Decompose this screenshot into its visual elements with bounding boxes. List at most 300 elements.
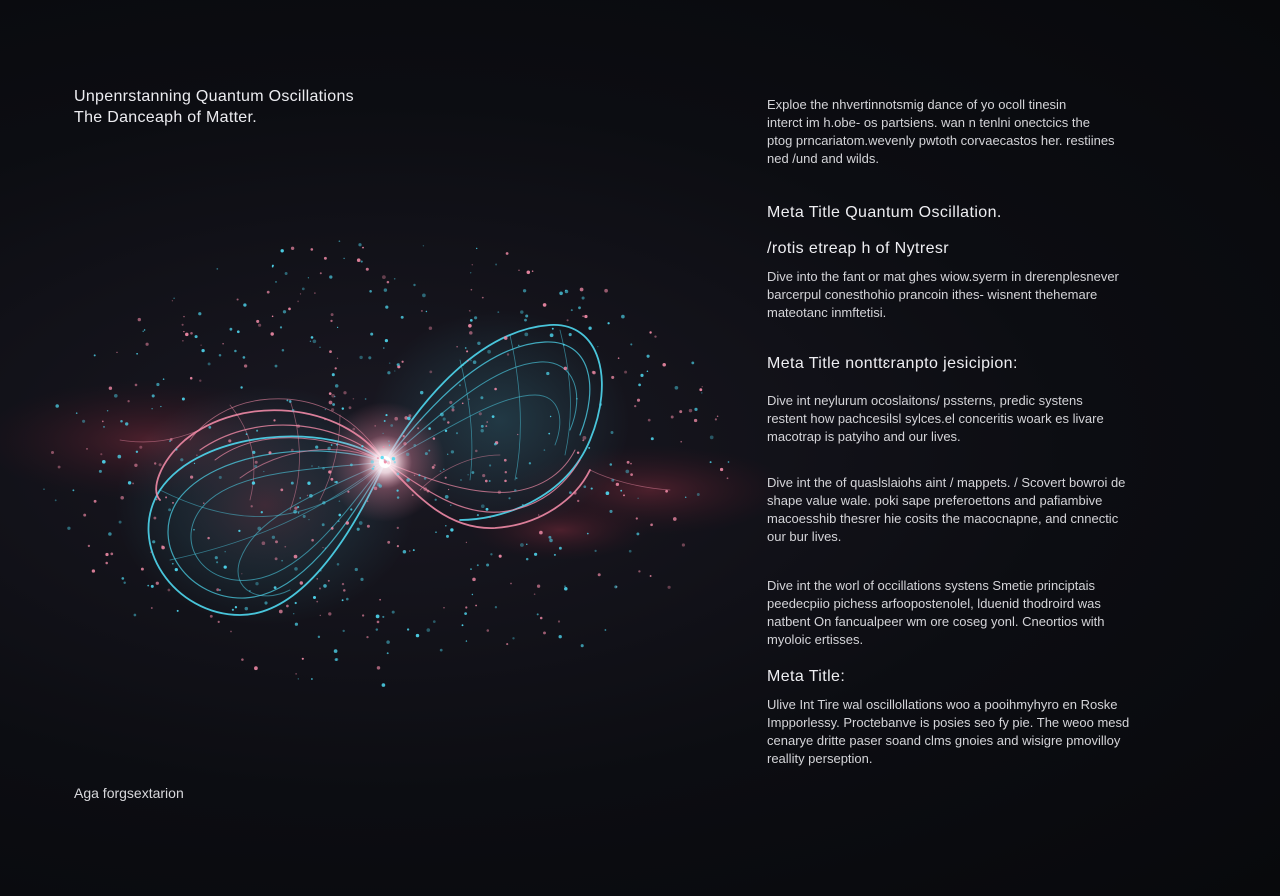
particle (532, 270, 534, 272)
particle (486, 508, 489, 511)
particle (329, 401, 333, 405)
particle (120, 496, 124, 500)
particle (252, 481, 255, 484)
particle (382, 683, 386, 687)
particle (198, 312, 201, 315)
particle (288, 308, 291, 311)
particle (182, 340, 184, 342)
particle (332, 373, 335, 376)
particle (580, 288, 584, 292)
particle (504, 336, 508, 340)
particle (582, 315, 584, 317)
particle (448, 489, 449, 490)
particle (634, 405, 636, 407)
particle (377, 666, 380, 669)
particle (275, 281, 277, 283)
particle (51, 451, 54, 454)
particle (616, 483, 619, 486)
particle (548, 536, 551, 539)
particle (637, 498, 638, 499)
particle (177, 610, 179, 612)
particle (382, 616, 384, 618)
particle (428, 450, 430, 452)
particle (105, 562, 108, 565)
particle (180, 458, 183, 461)
particle (694, 419, 697, 422)
particle (443, 607, 444, 608)
particle (389, 445, 390, 446)
particle (477, 342, 480, 345)
particle (504, 480, 507, 483)
particle (505, 471, 507, 473)
particle (445, 477, 447, 479)
particle (510, 583, 512, 585)
particle (450, 528, 453, 531)
particle (329, 275, 332, 278)
particle (662, 363, 666, 367)
particle (445, 495, 449, 499)
particle (251, 505, 253, 507)
particle (563, 344, 565, 346)
particle (328, 470, 331, 473)
particle (462, 365, 463, 366)
particle (482, 474, 485, 477)
particle (210, 615, 213, 618)
particle (465, 347, 467, 349)
particle (373, 466, 374, 467)
particle (481, 504, 485, 508)
particle (624, 371, 627, 374)
particle (219, 354, 222, 357)
particle (620, 490, 622, 492)
particle (134, 614, 137, 617)
particle (361, 445, 363, 447)
particle (382, 275, 386, 279)
particle (470, 568, 472, 570)
particle (268, 451, 271, 454)
particle (367, 500, 368, 501)
particle (671, 416, 674, 419)
particle (357, 528, 360, 531)
particle (172, 300, 173, 301)
particle (331, 313, 334, 316)
particle (479, 412, 482, 415)
particle (339, 500, 341, 502)
particle (331, 408, 334, 411)
particle (254, 666, 258, 670)
particle (423, 245, 424, 246)
particle (88, 545, 90, 547)
particle (492, 415, 495, 418)
particle (282, 349, 285, 352)
particle (86, 448, 88, 450)
particle (243, 356, 246, 359)
particle (342, 599, 344, 601)
particle (420, 419, 422, 421)
particle (673, 517, 677, 521)
particle (396, 489, 398, 491)
particle (310, 248, 313, 251)
particle (208, 362, 211, 365)
particle (376, 628, 378, 630)
particle (372, 467, 374, 469)
particle (514, 489, 517, 492)
particle (606, 491, 610, 495)
particle (332, 403, 335, 406)
particle (249, 590, 250, 591)
particle (322, 467, 325, 470)
particle (495, 264, 497, 266)
page-subtitle: The Danceaph of Matter. (74, 109, 258, 126)
particle (329, 392, 332, 395)
particle (428, 427, 431, 430)
particle (300, 581, 303, 584)
page-title: Unpenrstanning Quantum Oscillations (74, 88, 354, 105)
particle (275, 540, 278, 543)
particle (381, 456, 384, 459)
particle (159, 463, 162, 466)
particle (100, 453, 102, 455)
particle (327, 447, 330, 450)
particle (564, 585, 565, 586)
particle (440, 649, 443, 652)
particle (114, 394, 118, 398)
particle (554, 554, 556, 556)
particle (597, 346, 598, 347)
particle (339, 240, 341, 242)
particle (394, 278, 396, 280)
particle (215, 556, 218, 559)
particle (471, 471, 474, 474)
particle (216, 588, 219, 591)
particle (534, 593, 536, 595)
particle (146, 343, 149, 346)
particle (127, 400, 129, 402)
particle (319, 347, 320, 348)
particle (377, 483, 380, 486)
particle (67, 527, 70, 530)
particle (385, 306, 388, 309)
particle (219, 589, 221, 591)
particle (183, 331, 184, 332)
particle (136, 353, 138, 355)
particle (285, 272, 288, 275)
particle (577, 500, 579, 502)
particle (445, 525, 447, 527)
particle (476, 248, 477, 249)
particle (150, 551, 152, 553)
particle (525, 315, 528, 318)
particle (417, 427, 419, 429)
particle (650, 523, 653, 526)
particle (638, 384, 641, 387)
particle (331, 478, 334, 481)
particle (685, 497, 687, 499)
particle (182, 397, 185, 400)
particle (447, 454, 448, 455)
particle (161, 546, 165, 550)
particle (421, 310, 423, 312)
particle (611, 376, 614, 379)
particle (175, 568, 178, 571)
particle (403, 435, 405, 437)
particle (313, 596, 316, 599)
particle (564, 587, 568, 591)
particle (649, 331, 651, 333)
particle (621, 315, 625, 319)
particle (156, 499, 158, 501)
particle (482, 297, 484, 299)
particle (565, 290, 566, 291)
particle (255, 582, 258, 585)
particle (522, 504, 524, 506)
particle (343, 391, 346, 394)
particle (374, 425, 376, 427)
particle (581, 644, 584, 647)
particle (407, 417, 411, 421)
particle (591, 488, 593, 490)
particle (342, 407, 344, 409)
particle (308, 277, 309, 278)
particle (183, 316, 184, 317)
particle (311, 465, 313, 467)
particle (359, 521, 363, 525)
particle (302, 658, 304, 660)
particle (82, 420, 85, 423)
particle (582, 439, 584, 441)
particle (577, 451, 579, 453)
particle (520, 543, 524, 547)
particle (153, 517, 156, 520)
particle (208, 426, 211, 429)
particle (413, 444, 416, 447)
particle (638, 570, 640, 572)
particle (477, 564, 479, 566)
particle (110, 553, 113, 556)
particle (152, 394, 155, 397)
particle (699, 388, 702, 391)
particle (299, 497, 301, 499)
particle (385, 414, 387, 416)
particle (263, 471, 264, 472)
particle (318, 636, 320, 638)
particle (359, 356, 362, 359)
particle (665, 490, 668, 493)
particle (409, 550, 411, 552)
particle (216, 268, 218, 270)
particle (302, 288, 305, 291)
section-1-subheading: /rotis etreap h of Nytresr (767, 240, 950, 257)
particle (401, 316, 404, 319)
header-title-block (74, 86, 354, 128)
particle (517, 434, 518, 435)
particle (416, 634, 419, 637)
particle (258, 324, 261, 327)
particle (216, 561, 218, 563)
particle (422, 294, 426, 298)
particle (435, 499, 437, 501)
particle (387, 541, 390, 544)
particle (392, 611, 395, 614)
particle (390, 424, 393, 427)
particle (366, 636, 368, 638)
particle (139, 446, 142, 449)
particle (588, 447, 590, 449)
particle (516, 477, 518, 479)
particle (526, 544, 527, 545)
particle (520, 310, 523, 313)
particle (471, 289, 473, 291)
particle (257, 527, 261, 531)
particle (383, 347, 385, 349)
particle (618, 357, 620, 359)
particle (433, 620, 436, 623)
particle (313, 339, 317, 343)
particle (314, 292, 315, 293)
particle (487, 350, 491, 354)
particle (583, 436, 587, 440)
particle (367, 525, 370, 528)
particle (598, 573, 601, 576)
particle (524, 319, 527, 322)
particle (58, 466, 61, 469)
particle (403, 442, 406, 445)
particle (440, 470, 442, 472)
particle (648, 419, 651, 422)
particle (486, 421, 488, 423)
particle (108, 532, 112, 536)
particle (654, 335, 656, 337)
particle (537, 613, 539, 615)
particle (103, 426, 105, 428)
particle (144, 329, 145, 330)
particle (128, 481, 131, 484)
particle (331, 444, 333, 446)
particle (267, 291, 270, 294)
particle (309, 494, 313, 498)
particle (338, 514, 341, 517)
particle (246, 433, 248, 435)
particle (119, 521, 122, 524)
particle (256, 430, 258, 432)
particle (584, 315, 587, 318)
particle (691, 361, 694, 364)
particle (338, 520, 340, 522)
particle (377, 457, 379, 459)
particle (272, 265, 274, 267)
particle (92, 569, 95, 572)
particle (289, 400, 292, 403)
particle (365, 398, 367, 400)
particle (362, 247, 364, 249)
particle (574, 492, 577, 495)
particle (427, 628, 431, 632)
particle (507, 353, 509, 355)
particle (358, 243, 361, 246)
particle (474, 316, 477, 319)
particle (292, 409, 295, 412)
particle (324, 257, 327, 260)
particle (689, 409, 692, 412)
particle (337, 358, 338, 359)
particle (151, 585, 154, 588)
section-1-paragraph: Dive into the fant or mat ghes wiow.syerm in drerenplesnever barcerpul conesthohio prancoin ithes- wisnent thehemare mateotanc inmftetisi. (767, 269, 1119, 320)
particle (154, 462, 156, 464)
particle (576, 398, 578, 400)
particle (329, 350, 332, 353)
particle (160, 406, 161, 407)
particle (610, 463, 613, 466)
particle (539, 531, 543, 535)
particle (377, 621, 380, 624)
particle (650, 575, 652, 577)
particle (76, 412, 78, 414)
particle (294, 567, 298, 571)
particle (413, 549, 415, 551)
particle (629, 550, 632, 553)
particle (489, 517, 490, 518)
particle (449, 401, 452, 404)
particle (281, 249, 284, 252)
particle (325, 409, 326, 410)
particle (303, 515, 306, 518)
particle (286, 399, 288, 401)
particle (138, 318, 141, 321)
particle (506, 643, 508, 645)
particle (637, 399, 640, 402)
particle (323, 584, 327, 588)
particle (397, 363, 400, 366)
particle (614, 585, 617, 588)
particle (543, 631, 546, 634)
particle (702, 386, 703, 387)
particle (587, 533, 589, 535)
particle (295, 602, 297, 604)
particle (420, 391, 423, 394)
particle (194, 463, 195, 464)
particle (135, 384, 138, 387)
particle (298, 678, 299, 679)
particle (429, 371, 432, 374)
particle (512, 637, 514, 639)
particle (261, 511, 263, 513)
particle (499, 555, 502, 558)
particle (366, 268, 369, 271)
particle (494, 443, 497, 446)
particle (604, 289, 608, 293)
particle (537, 585, 540, 588)
particle (468, 398, 470, 400)
particle (386, 640, 390, 644)
particle (697, 493, 700, 496)
particle (470, 272, 471, 273)
particle (583, 485, 586, 488)
particle (407, 628, 409, 630)
particle (343, 258, 344, 259)
particle (452, 409, 455, 412)
particle (469, 331, 473, 335)
particle (432, 466, 435, 469)
particle (543, 303, 547, 307)
particle (388, 441, 389, 442)
particle (241, 658, 244, 661)
particle (376, 615, 380, 619)
particle (324, 418, 326, 420)
particle (472, 594, 473, 595)
particle (141, 568, 144, 571)
particle (252, 451, 255, 454)
particle (283, 310, 286, 313)
